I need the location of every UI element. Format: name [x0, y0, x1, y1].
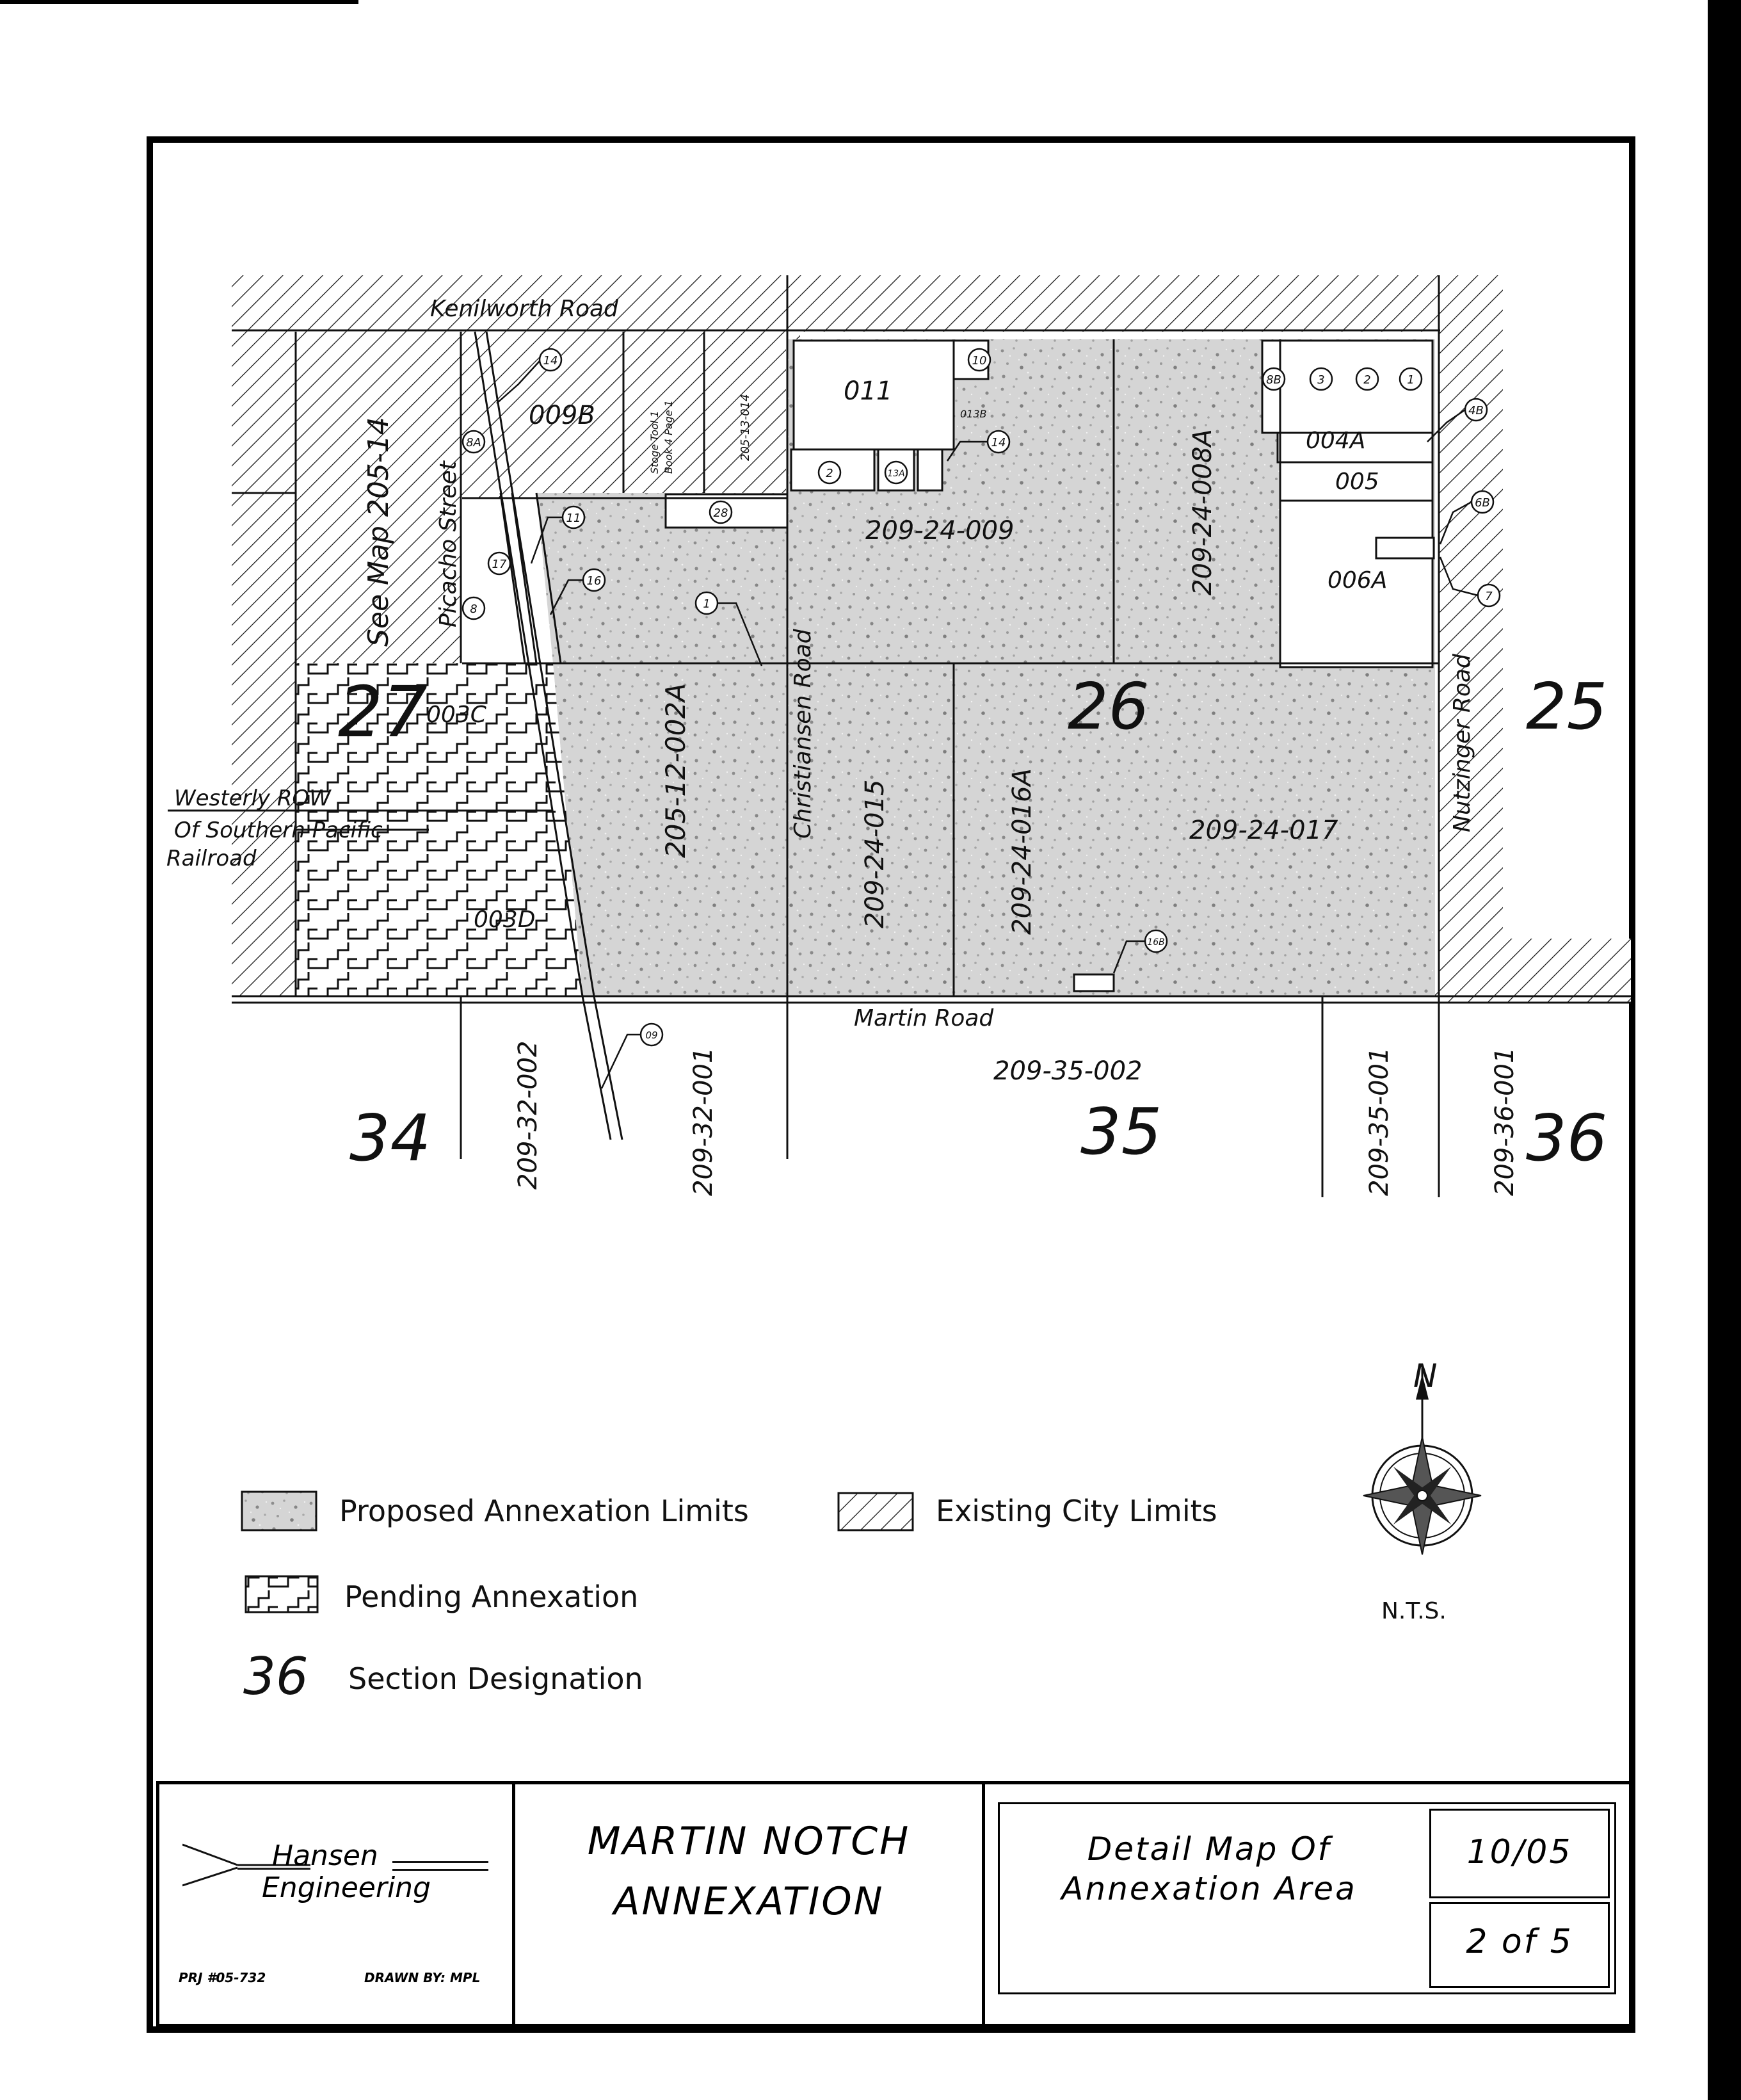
railroad-line-3: Railroad — [166, 846, 257, 871]
parcel-011: 011 — [844, 376, 893, 406]
lot-marker-11 — [563, 506, 584, 528]
project-title-line2: ANNEXATION — [613, 1879, 885, 1924]
svg-text:2: 2 — [826, 467, 833, 480]
company-name-line2: Engineering — [262, 1871, 431, 1904]
lot-marker-8 — [463, 597, 485, 619]
parcel-004A: 004A — [1306, 428, 1366, 454]
parcel-003D: 003D — [474, 907, 536, 933]
legend-existing-label: Existing City Limits — [936, 1494, 1217, 1528]
svg-text:3: 3 — [1317, 373, 1325, 387]
svg-text:2: 2 — [1363, 373, 1371, 387]
description-line1: Detail Map Of — [1087, 1830, 1331, 1868]
svg-text:7: 7 — [1485, 590, 1493, 603]
north-arrow-icon — [1363, 1368, 1481, 1555]
kenilworth-road-label: Kenilworth Road — [430, 296, 618, 322]
lot-marker-09 — [641, 1024, 662, 1046]
parcel-209-24-009: 209-24-009 — [865, 516, 1015, 545]
lot-marker-16 — [583, 569, 605, 591]
company-name-line1: Hansen — [272, 1839, 378, 1872]
parcel-013B: 013B — [960, 408, 987, 420]
lot-marker-28 — [710, 501, 732, 523]
north-letter: N — [1413, 1357, 1438, 1394]
railroad-line-2: Of Southern Pacific — [174, 818, 383, 843]
lot-marker-10 — [968, 349, 990, 371]
nutzinger-road-label: Nutzinger Road — [1449, 654, 1475, 832]
svg-text:09: 09 — [645, 1030, 658, 1041]
lot-marker-3 — [1310, 368, 1332, 390]
section-36: 36 — [1526, 1101, 1608, 1175]
legend-proposed-swatch — [242, 1492, 316, 1530]
svg-text:8B: 8B — [1266, 373, 1281, 387]
parcel-209-32-002: 209-32-002 — [513, 1040, 543, 1190]
section-25: 25 — [1526, 669, 1608, 744]
svg-text:16B: 16B — [1147, 937, 1165, 948]
svg-text:4B: 4B — [1468, 404, 1484, 417]
lot-marker-4B — [1465, 399, 1487, 421]
svg-text:6B: 6B — [1475, 496, 1490, 510]
parcel-006A: 006A — [1328, 567, 1388, 594]
parcel-205-13-014: 205-13-014 — [739, 394, 752, 461]
legend-section-number: 36 — [243, 1647, 309, 1706]
section-26: 26 — [1068, 669, 1150, 744]
svg-text:1: 1 — [703, 597, 710, 611]
svg-text:11: 11 — [566, 512, 581, 525]
section-35: 35 — [1080, 1094, 1162, 1169]
lot-marker-8A — [463, 431, 485, 453]
svg-text:8: 8 — [470, 602, 477, 616]
lot-marker-6B — [1472, 491, 1493, 513]
parcel-209-24-008A: 209-24-008A — [1188, 429, 1217, 595]
lot-marker-16B — [1145, 930, 1167, 952]
legend-existing-swatch — [838, 1493, 913, 1530]
logo-rule — [392, 1861, 488, 1871]
lot-marker-13A — [885, 462, 907, 483]
svg-text:16: 16 — [586, 574, 602, 588]
title-block-description — [982, 1781, 1632, 2027]
parcel-009B: 009B — [529, 401, 595, 430]
lot-marker-2 — [1356, 368, 1378, 390]
lot-marker-8B — [1263, 368, 1285, 390]
project-number: PRJ #05-732 — [179, 1970, 266, 1985]
see-map-label: See Map 205-14 — [362, 417, 395, 647]
parcel-209-24-016A: 209-24-016A — [1007, 768, 1037, 935]
lot-marker-2-lower — [819, 462, 840, 483]
martin-road-label: Martin Road — [854, 1005, 994, 1031]
description-line2: Annexation Area — [1061, 1870, 1357, 1907]
svg-text:14: 14 — [543, 354, 558, 368]
drawing-date: 10/05 — [1466, 1833, 1573, 1871]
sheet-number: 2 of 5 — [1466, 1923, 1573, 1961]
railroad-line-1: Westerly ROW — [174, 786, 331, 811]
lot-marker-14-east — [988, 431, 1009, 453]
parcel-209-35-001: 209-35-001 — [1365, 1047, 1394, 1196]
parcel-209-35-002: 209-35-002 — [993, 1056, 1143, 1086]
lot-marker-14 — [540, 349, 561, 371]
lot-marker-17 — [488, 553, 510, 574]
svg-text:13A: 13A — [887, 469, 905, 479]
title-block-company — [156, 1781, 516, 2027]
parcel-005: 005 — [1335, 469, 1379, 495]
drawn-by: DRAWN BY: MPL — [364, 1970, 481, 1985]
scale-note: N.T.S. — [1381, 1598, 1447, 1624]
section-27: 27 — [338, 671, 428, 753]
section-34: 34 — [349, 1101, 431, 1175]
project-title-line1: MARTIN NOTCH — [587, 1819, 911, 1864]
legend-pending-swatch — [246, 1576, 317, 1612]
svg-text:17: 17 — [492, 558, 507, 571]
title-block-project — [512, 1781, 986, 2027]
parcel-209-24-017: 209-24-017 — [1189, 816, 1338, 845]
svg-text:14: 14 — [991, 436, 1006, 449]
parcel-003C: 003C — [426, 702, 486, 728]
picacho-street-label: Picacho Street — [435, 461, 461, 627]
christiansen-road-label: Christiansen Road — [790, 629, 816, 839]
parcel-205-12-002A: 205-12-002A — [660, 683, 691, 858]
parcel-209-32-001: 209-32-001 — [689, 1047, 718, 1196]
lot-marker-1-east — [1400, 368, 1422, 390]
lot-marker-1-center — [696, 592, 718, 614]
legend-pending-label: Pending Annexation — [344, 1579, 639, 1614]
svg-text:10: 10 — [972, 354, 987, 368]
parcel-209-36-001: 209-36-001 — [1490, 1047, 1520, 1196]
parcel-209-24-015: 209-24-015 — [860, 779, 890, 928]
small-note-2: Book 4 Page 1 — [662, 400, 675, 474]
legend-proposed-label: Proposed Annexation Limits — [339, 1494, 749, 1528]
svg-text:8A: 8A — [466, 436, 481, 449]
lot-marker-7 — [1478, 585, 1500, 606]
legend-section-label: Section Designation — [348, 1661, 643, 1696]
small-note-1: Stoge Tool 1 — [648, 410, 661, 474]
svg-text:28: 28 — [713, 506, 728, 520]
svg-text:1: 1 — [1407, 373, 1415, 387]
